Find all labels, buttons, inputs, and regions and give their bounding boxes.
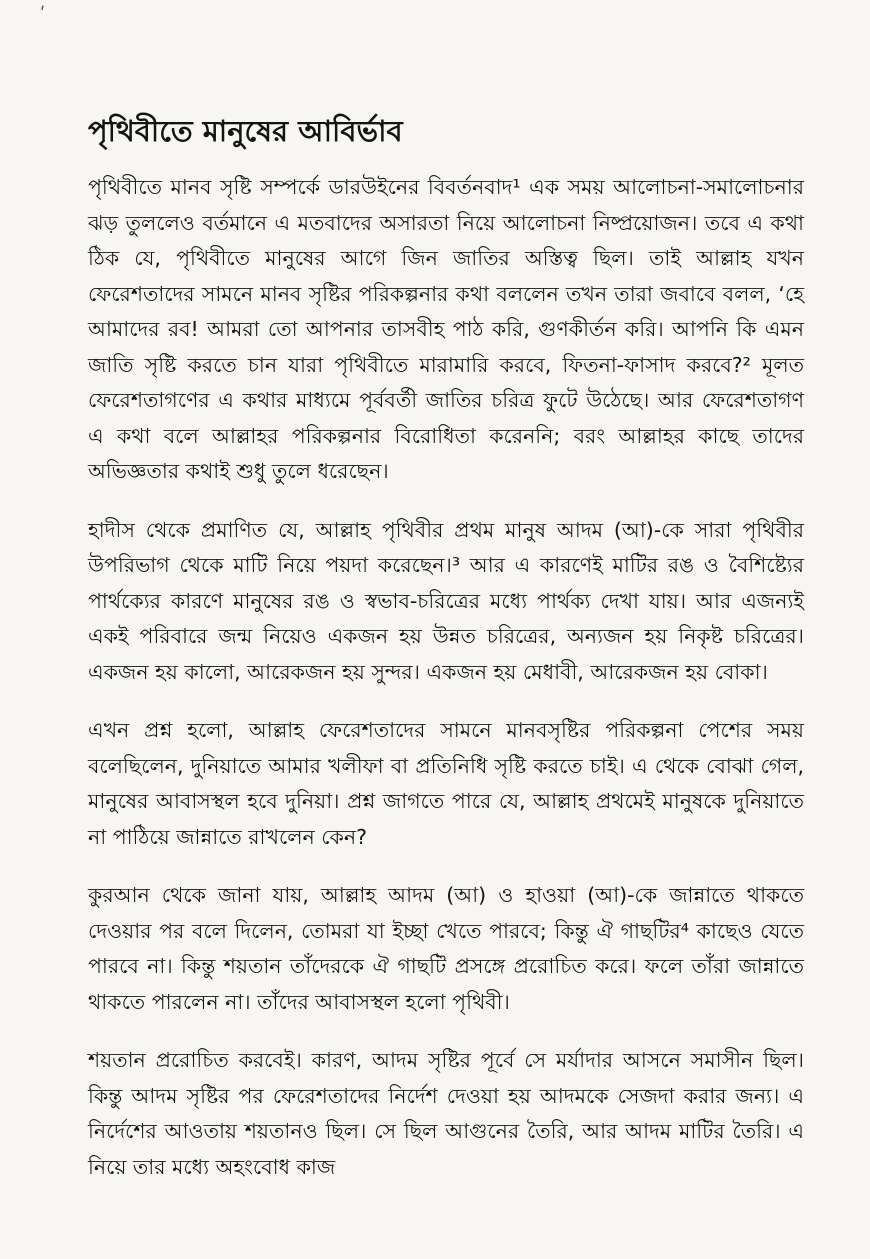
- paragraph: এখন প্রশ্ন হলো, আল্লাহ ফেরেশতাদের সামনে মানবসৃষ্টির পরিকল্পনা পেশের সময় বলেছিলেন, দুনিয়াতে আমার খলীফা বা প্রতিনিধি সৃষ্টি করতে চাই। এ থেকে বোঝা গেল, মানুষের আবাসস্থল হবে দুনিয়া। প্রশ্ন জাগতে পারে যে, আল্লাহ প্রথমেই মানুষকে দুনিয়াতে না পাঠিয়ে জান্নাতে রাখলেন কেন?: [88, 718, 804, 849]
- paragraph: পৃথিবীতে মানব সৃষ্টি সম্পর্কে ডারউইনের বিবর্তনবাদ¹ এক সময় আলোচনা-সমালোচনার ঝড় তুললেও বর্তমানে এ মতবাদের অসারতা নিয়ে আলোচনা নিষ্প্রয়োজন। তবে এ কথা ঠিক যে, পৃথিবীতে মানুষের আগে জিন জাতির অস্তিত্ব ছিল। তাই আল্লাহ যখন ফেরেশতাদের সামনে মানব সৃষ্টির পরিকল্পনার কথা বললেন তখন তারা জবাবে বলল, ‘হে আমাদের রব! আমরা তো আপনার তাসবীহ পাঠ করি, গুণকীর্তন করি। আপনি কি এমন জাতি সৃষ্টি করতে চান যারা পৃথিবীতে মারামারি করবে, ফিতনা-ফাসাদ করবে?² মূলত ফেরেশতাগণের এ কথার মাধ্যমে পূর্ববর্তী জাতির চরিত্র ফুটে উঠেছে। আর ফেরেশতাগণ এ কথা বলে আল্লাহর পরিকল্পনার বিরোধিতা করেননি; বরং আল্লাহর কাছে তাদের অভিজ্ঞতার কথাই শুধু তুলে ধরেছেন।: [88, 175, 804, 483]
- paragraph: হাদীস থেকে প্রমাণিত যে, আল্লাহ পৃথিবীর প্রথম মানুষ আদম (আ)-কে সারা পৃথিবীর উপরিভাগ থেকে মাটি নিয়ে পয়দা করেছেন।³ আর এ কারণেই মাটির রঙ ও বৈশিষ্ট্যের পার্থক্যের কারণে মানুষের রঙ ও স্বভাব-চরিত্রের মধ্যে পার্থক্য দেখা যায়। আর এজন্যই একই পরিবারে জন্ম নিয়েও একজন হয় উন্নত চরিত্রের, অন্যজন হয় নিকৃষ্ট চরিত্রের। একজন হয় কালো, আরেকজন হয় সুন্দর। একজন হয় মেধাবী, আরেকজন হয় বোকা।: [88, 517, 804, 684]
- page-title: পৃথিবীতে মানুষের আবির্ভাব: [88, 114, 403, 148]
- page-content: [88, 108, 804, 1208]
- scan-mark: ʹ: [40, 4, 46, 25]
- paragraph: শয়তান প্ররোচিত করবেই। কারণ, আদম সৃষ্টির পূর্বে সে মর্যাদার আসনে সমাসীন ছিল। কিন্তু আদম সৃষ্টির পর ফেরেশতাদের নির্দেশ দেওয়া হয় আদমকে সেজদা করার জন্য। এ নির্দেশের আওতায় শয়তানও ছিল। সে ছিল আগুনের তৈরি, আর আদম মাটির তৈরি। এ নিয়ে তার মধ্যে অহংবোধ কাজ: [88, 1048, 804, 1179]
- paragraph: কুরআন থেকে জানা যায়, আল্লাহ আদম (আ) ও হাওয়া (আ)-কে জান্নাতে থাকতে দেওয়ার পর বলে দিলেন, তোমরা যা ইচ্ছা খেতে পারবে; কিন্তু ঐ গাছটির⁴ কাছেও যেতে পারবে না। কিন্তু শয়তান তাঁদেরকে ঐ গাছটি প্রসঙ্গে প্ররোচিত করে। ফলে তাঁরা জান্নাতে থাকতে পারলেন না। তাঁদের আবাসস্থল হলো পৃথিবী।: [88, 883, 804, 1014]
